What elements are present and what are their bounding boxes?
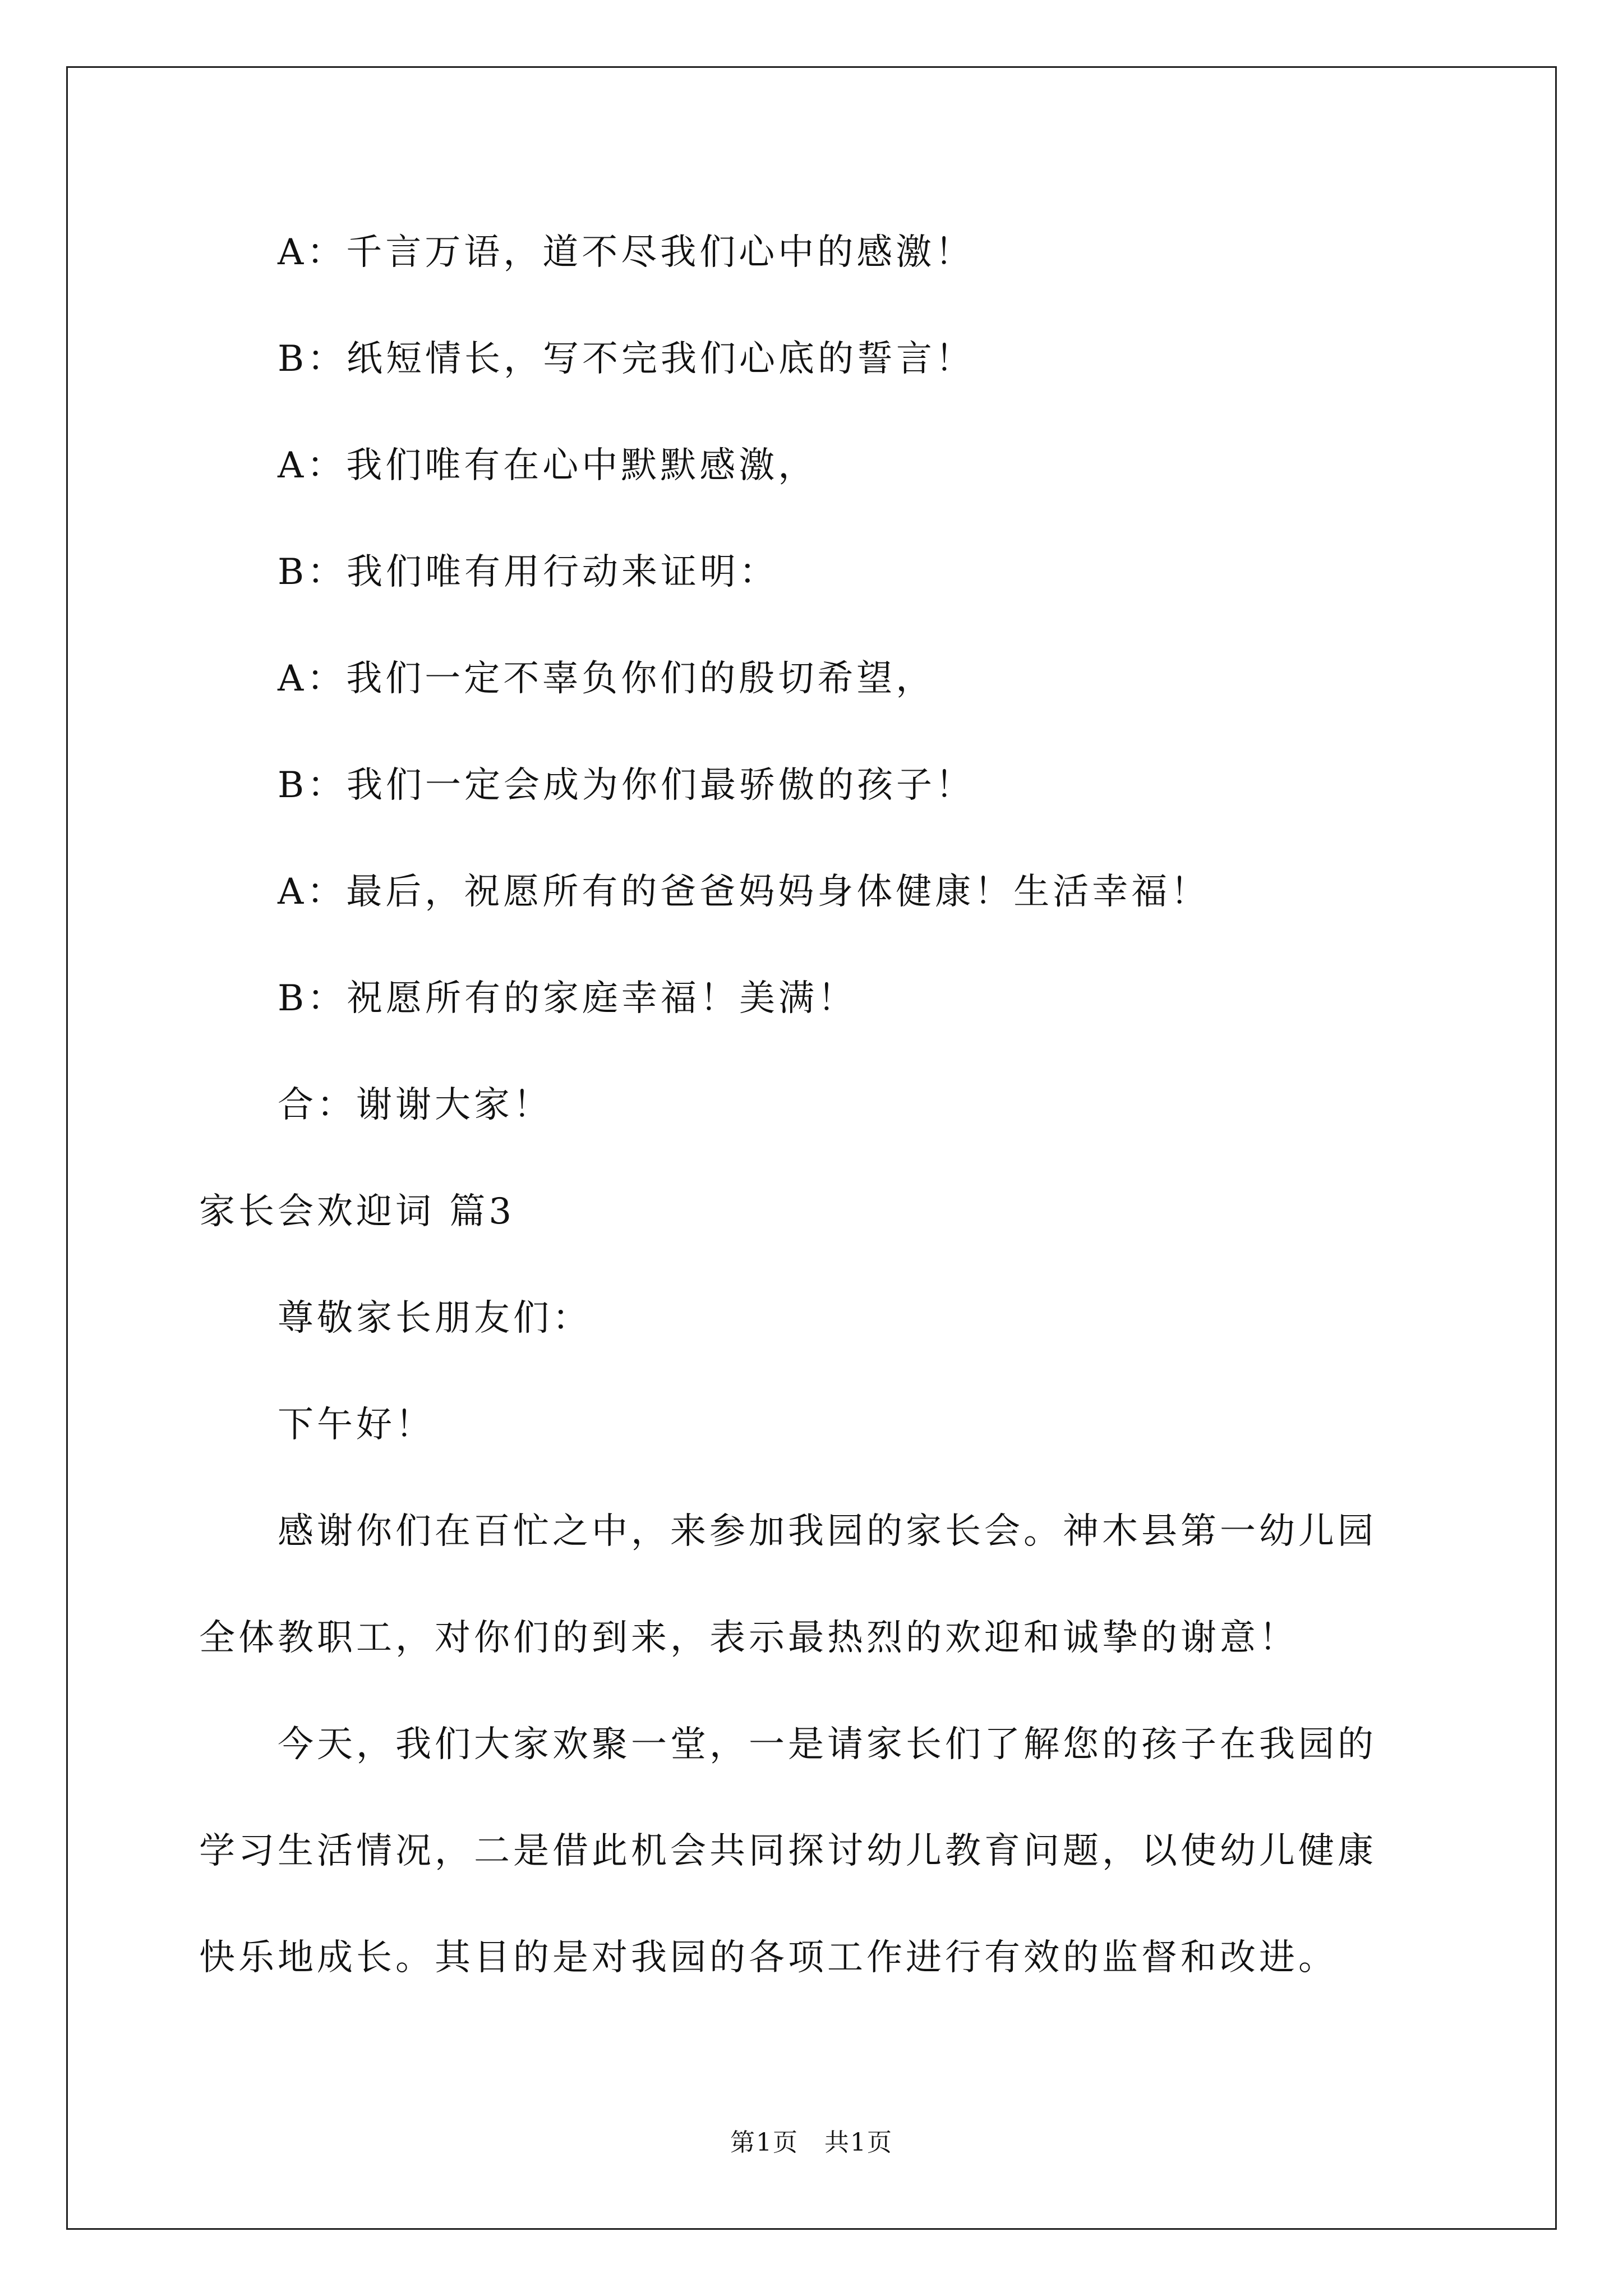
- dialogue-line: 合：谢谢大家！: [278, 1084, 552, 1126]
- salutation: 尊敬家长朋友们：: [278, 1297, 592, 1339]
- paragraph-line: 学习生活情况，二是借此机会共同探讨幼儿教育问题，以使幼儿健康: [199, 1830, 1377, 1872]
- paragraph-line: 感谢你们在百忙之中，来参加我园的家长会。神木县第一幼儿园: [278, 1511, 1377, 1552]
- dialogue-line: B：我们一定会成为你们最骄傲的孩子！: [278, 765, 975, 806]
- section-heading: 家长会欢迎词 篇3: [199, 1191, 515, 1232]
- paragraph-line: 今天，我们大家欢聚一堂，一是请家长们了解您的孩子在我园的: [278, 1724, 1377, 1765]
- dialogue-line: B：祝愿所有的家庭幸福！美满！: [278, 978, 857, 1019]
- dialogue-line: A：千言万语，道不尽我们心中的感激！: [278, 232, 975, 273]
- dialogue-line: B：纸短情长，写不完我们心底的誓言！: [278, 338, 975, 380]
- paragraph-line: 快乐地成长。其目的是对我园的各项工作进行有效的监督和改进。: [199, 1937, 1338, 1978]
- greeting: 下午好！: [278, 1404, 435, 1446]
- page-number: 第1页 共1页: [730, 2128, 893, 2157]
- page-border: [66, 66, 1557, 2230]
- dialogue-line: A：我们唯有在心中默默感激，: [278, 445, 818, 486]
- paragraph-line: 全体教职工，对你们的到来，表示最热烈的欢迎和诚挚的谢意！: [199, 1617, 1298, 1659]
- dialogue-line: A：最后，祝愿所有的爸爸妈妈身体健康！生活幸福！: [278, 871, 1210, 913]
- dialogue-line: A：我们一定不辜负你们的殷切希望，: [278, 658, 935, 700]
- dialogue-line: B：我们唯有用行动来证明：: [278, 551, 779, 593]
